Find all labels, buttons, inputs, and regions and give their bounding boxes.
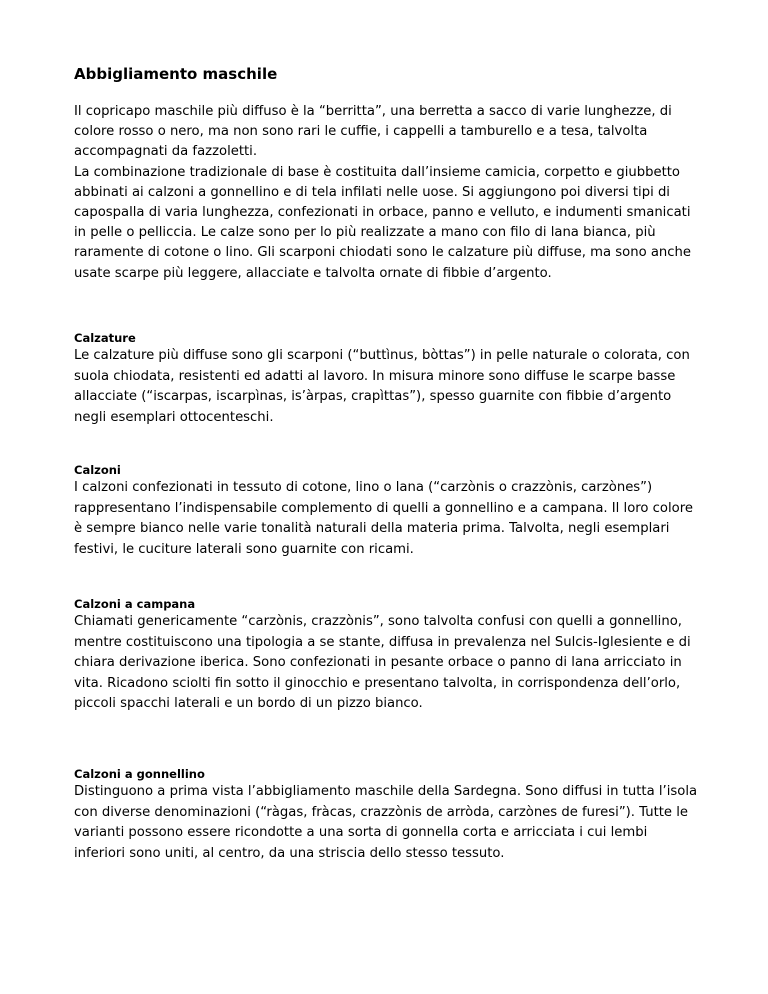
section-calzoni-a-campana (74, 596, 698, 715)
section-heading: Calzoni (74, 463, 121, 477)
section-body: Le calzature più diffuse sono gli scarponi (“buttìnus, bòttas”) in pelle naturale o colorata, con suola chiodata, resistenti ed adatti al lavoro. In misura minore sono diffuse le scarpe basse allacciate (“iscarpas, iscarpìnas, is’àrpas, crapìttas”), spesso guarnite con fibbie d’argento negli esemplari ottocenteschi. (74, 348, 690, 425)
section-body: I calzoni confezionati in tessuto di cotone, lino o lana (“carzònis o crazzònis, carzònes”) rappresentano l’indispensabile complemento di quelli a gonnellino e a campana. Il loro colore è sempre bianco nelle varie tonalità naturali della materia prima. Talvolta, negli esemplari festivi, le cuciture laterali sono guarnite con ricami. (74, 480, 693, 557)
section-body: Chiamati genericamente “carzònis, crazzònis”, sono talvolta confusi con quelli a gonnellino, mentre costituiscono una tipologia a se stante, diffusa in prevalenza nel Sulcis-Iglesiente e di chiara derivazione iberica. Sono confezionati in pesante orbace o panno di lana arricciato in vita. Ricadono sciolti fin sotto il ginocchio e presentano talvolta, in corrispondenza dell’orlo, piccoli spacchi laterali e un bordo di un pizzo bianco. (74, 614, 691, 711)
section-calzature (74, 330, 698, 428)
intro-text: Il copricapo maschile più diffuso è la “berritta”, una berretta a sacco di varie lunghezze, di colore rosso o nero, ma non sono rari le cuffie, i cappelli a tamburello e a tesa, talvolta accompagnati da fazzoletti. La combinazione tradizionale di base è costituita dall’insieme camicia, corpetto e giubbetto abbinati ai calzoni a gonnellino e di tela infilati nelle uose. Si aggiungono poi diversi tipi di capospalla di varia lunghezza, confezionati in orbace, panno e velluto, e indumenti smanicati in pelle o pelliccia. Le calze sono per lo più realizzate a mano con filo di lana bianca, più raramente di cotone o lino. Gli scarponi chiodati sono le calzature più diffuse, ma sono anche usate scarpe più leggere, allacciate e talvolta ornate di fibbie d’argento. (74, 104, 692, 281)
section-body: Distinguono a prima vista l’abbigliamento maschile della Sardegna. Sono diffusi in tutta l’isola con diverse denominazioni (“ràgas, fràcas, crazzònis de arròda, carzònes de furesi”). Tutte le varianti possono essere ricondotte a una sorta di gonnella corta e arricciata i cui lembi inferiori sono uniti, al centro, da una striscia dello stesso tessuto. (74, 784, 698, 861)
page-title: Abbigliamento maschile (74, 65, 278, 83)
section-calzoni (74, 462, 698, 560)
section-heading: Calzature (74, 331, 136, 345)
intro-paragraph (74, 102, 698, 284)
section-heading: Calzoni a gonnellino (74, 767, 205, 781)
section-calzoni-a-gonnellino (74, 766, 698, 864)
section-heading: Calzoni a campana (74, 597, 196, 611)
